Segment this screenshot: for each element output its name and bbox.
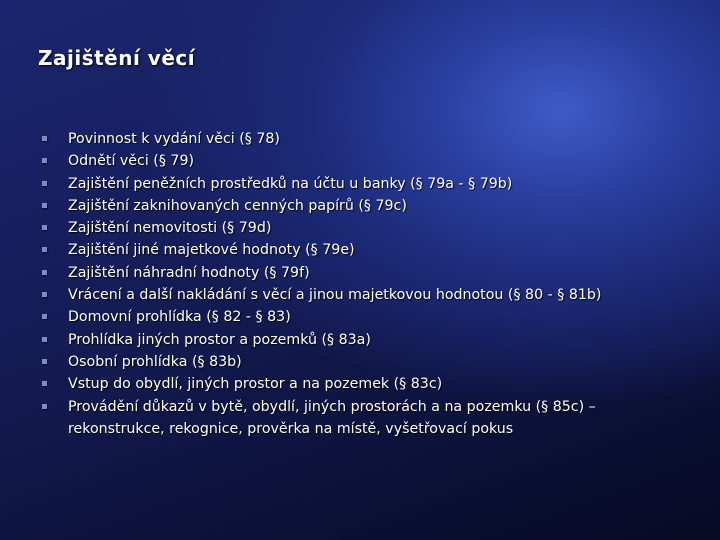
bullet-list	[42, 128, 692, 440]
square-bullet-icon	[42, 337, 47, 342]
square-bullet-icon	[42, 158, 47, 163]
square-bullet-icon	[42, 314, 47, 319]
bullet-text: Zajištění peněžních prostředků na účtu u banky (§ 79a - § 79b)	[68, 175, 513, 192]
list-item	[42, 396, 692, 441]
bullet-text: Provádění důkazů v bytě, obydlí, jiných prostorách a na pozemku (§ 85c) – rekonstrukce, rekognice, prověrka na místě, vyšetřovací pokus	[68, 398, 596, 437]
bullet-text: Vstup do obydlí, jiných prostor a na pozemek (§ 83c)	[68, 376, 443, 393]
bullet-text: Zajištění nemovitosti (§ 79d)	[68, 220, 272, 237]
square-bullet-icon	[42, 247, 47, 252]
bullet-text: Zajištění náhradní hodnoty (§ 79f)	[68, 264, 310, 281]
list-item	[42, 128, 692, 150]
bullet-text: Zajištění jiné majetkové hodnoty (§ 79e)	[68, 242, 355, 259]
list-item	[42, 306, 692, 328]
square-bullet-icon	[42, 136, 47, 141]
list-item	[42, 329, 692, 351]
list-item	[42, 239, 692, 261]
square-bullet-icon	[42, 225, 47, 230]
list-item	[42, 195, 692, 217]
bullet-text: Odnětí věci (§ 79)	[68, 153, 195, 170]
bullet-text: Prohlídka jiných prostor a pozemků (§ 83a)	[68, 331, 371, 348]
list-item	[42, 150, 692, 172]
list-item	[42, 284, 692, 306]
bullet-text: Domovní prohlídka (§ 82 - § 83)	[68, 309, 291, 326]
list-item	[42, 351, 692, 373]
square-bullet-icon	[42, 381, 47, 386]
bullet-text: Zajištění zaknihovaných cenných papírů (§ 79c)	[68, 197, 407, 214]
slide-title: Zajištění věcí	[38, 46, 196, 70]
square-bullet-icon	[42, 359, 47, 364]
list-item	[42, 373, 692, 395]
square-bullet-icon	[42, 270, 47, 275]
bullet-text: Vrácení a další nakládání s věcí a jinou majetkovou hodnotou (§ 80 - § 81b)	[68, 287, 602, 304]
list-item	[42, 173, 692, 195]
square-bullet-icon	[42, 404, 47, 409]
square-bullet-icon	[42, 292, 47, 297]
list-item	[42, 262, 692, 284]
list-item	[42, 217, 692, 239]
square-bullet-icon	[42, 203, 47, 208]
square-bullet-icon	[42, 181, 47, 186]
bullet-text: Povinnost k vydání věci (§ 78)	[68, 131, 280, 147]
bullet-text: Osobní prohlídka (§ 83b)	[68, 353, 242, 370]
